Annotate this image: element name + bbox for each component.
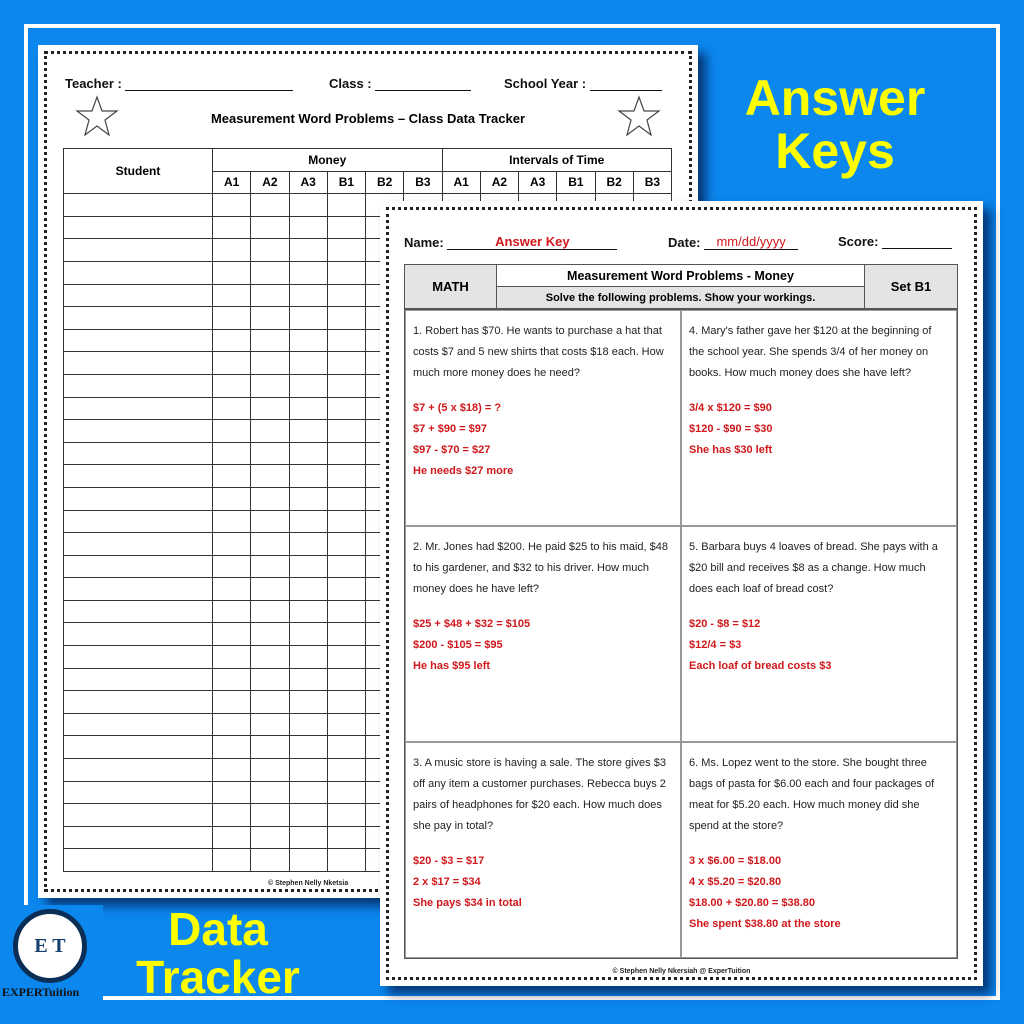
problem-question: 3. A music store is having a sale. The store gives $3 off any item a customer purchases. Rebecca buys 2 pairs of headphones for $20 each. How much does she pay in total? [413,757,666,832]
table-cell[interactable] [64,442,213,465]
table-cell[interactable] [327,736,365,759]
table-cell[interactable] [213,442,251,465]
table-cell[interactable] [213,736,251,759]
table-cell[interactable] [64,261,213,284]
table-cell[interactable] [327,759,365,782]
subject-label: MATH [405,265,497,308]
table-cell[interactable] [327,284,365,307]
table-cell[interactable] [289,510,327,533]
problem-question: 6. Ms. Lopez went to the store. She bought three bags of pasta for $6.00 each and four packages of meat for $5.20 each. How much money did she spend at the store? [689,757,935,832]
table-cell[interactable] [251,374,289,397]
table-cell[interactable] [289,420,327,443]
table-cell[interactable] [327,261,365,284]
table-cell[interactable] [64,420,213,443]
answer-line: $20 - $8 = $12 [689,618,761,630]
subcolumn-header: A3 [519,171,557,194]
problem-answer [413,851,673,914]
table-cell[interactable] [251,329,289,352]
table-cell[interactable] [64,691,213,714]
problem-answer [413,614,673,677]
table-cell[interactable] [327,826,365,849]
table-cell[interactable] [251,849,289,872]
teacher-field: Teacher : [65,76,293,91]
answer-line: She spent $38.80 at the store [689,918,841,930]
table-cell[interactable] [64,781,213,804]
table-cell[interactable] [327,578,365,601]
table-cell[interactable] [64,194,213,217]
table-cell[interactable] [64,510,213,533]
table-cell[interactable] [64,555,213,578]
table-cell[interactable] [213,397,251,420]
subcolumn-header: A3 [289,171,327,194]
answer-line: 2 x $17 = $34 [413,876,481,888]
table-cell[interactable] [327,374,365,397]
table-cell[interactable] [289,374,327,397]
answer-key-sheet [380,201,983,986]
tracker-title: Measurement Word Problems – Class Data Tracker [210,111,526,126]
table-cell[interactable] [213,623,251,646]
table-cell[interactable] [213,646,251,669]
table-cell[interactable] [327,600,365,623]
table-cell[interactable] [251,781,289,804]
table-cell[interactable] [64,329,213,352]
table-cell[interactable] [327,555,365,578]
table-cell[interactable] [213,713,251,736]
table-cell[interactable] [213,555,251,578]
table-cell[interactable] [64,623,213,646]
table-cell[interactable] [289,397,327,420]
answer-line: 4 x $5.20 = $20.80 [689,876,782,888]
table-cell[interactable] [327,623,365,646]
table-cell[interactable] [289,623,327,646]
table-cell[interactable] [289,826,327,849]
table-cell[interactable] [327,691,365,714]
table-cell[interactable] [251,194,289,217]
table-cell[interactable] [251,442,289,465]
table-cell[interactable] [327,510,365,533]
instructions: Solve the following problems. Show your workings. [545,291,816,304]
table-cell[interactable] [213,826,251,849]
table-cell[interactable] [251,397,289,420]
table-cell[interactable] [289,284,327,307]
subcolumn-header: B2 [366,171,404,194]
table-cell[interactable] [64,600,213,623]
table-cell[interactable] [64,646,213,669]
problem-question: 4. Mary's father gave her $120 at the beginning of the school year. She spends 3/4 of her money on books. How much money does she have left? [689,325,932,379]
table-cell[interactable] [213,329,251,352]
school-year-field: School Year : [504,76,662,91]
logo-text: EXPERTuition [2,985,80,999]
table-cell[interactable] [327,352,365,375]
table-cell[interactable] [213,849,251,872]
table-cell[interactable] [289,487,327,510]
table-cell[interactable] [289,329,327,352]
problem-question: 2. Mr. Jones had $200. He paid $25 to his maid, $48 to his gardener, and $32 to his driver. How much money does he have left? [413,541,668,595]
table-cell[interactable] [213,261,251,284]
table-cell[interactable] [289,691,327,714]
table-cell[interactable] [251,623,289,646]
table-cell[interactable] [64,307,213,330]
table-cell[interactable] [213,804,251,827]
table-cell[interactable] [327,533,365,556]
answer-line: Each loaf of bread costs $3 [689,660,832,672]
table-cell[interactable] [327,487,365,510]
table-cell[interactable] [289,216,327,239]
answer-line: $25 + $48 + $32 = $105 [413,618,531,630]
table-cell[interactable] [251,307,289,330]
table-cell[interactable] [289,849,327,872]
table-cell[interactable] [213,352,251,375]
table-cell[interactable] [251,352,289,375]
table-cell[interactable] [251,826,289,849]
table-cell[interactable] [213,600,251,623]
subcolumn-header: B2 [595,171,633,194]
table-cell[interactable] [289,781,327,804]
score-field: Score: [838,234,952,249]
set-label: Set B1 [890,279,932,294]
problem-cell [405,310,681,526]
subcolumn-header: B3 [633,171,671,194]
table-cell[interactable] [64,284,213,307]
logo-emblem: E T [13,909,87,983]
problem-answer [413,398,673,482]
table-cell[interactable] [251,284,289,307]
table-cell[interactable] [213,487,251,510]
table-cell[interactable] [251,759,289,782]
table-cell[interactable] [289,646,327,669]
table-cell[interactable] [64,239,213,262]
answer-line: $18.00 + $20.80 = $38.80 [689,897,816,909]
table-cell[interactable] [251,736,289,759]
problem-answer [689,614,949,677]
table-cell[interactable] [327,646,365,669]
table-cell[interactable] [251,487,289,510]
table-cell[interactable] [327,420,365,443]
subcolumn-header: A2 [480,171,518,194]
table-cell[interactable] [327,668,365,691]
table-cell[interactable] [289,555,327,578]
table-cell[interactable] [289,736,327,759]
table-cell[interactable] [327,804,365,827]
table-cell[interactable] [64,533,213,556]
table-cell[interactable] [213,284,251,307]
table-cell[interactable] [64,826,213,849]
table-cell[interactable] [251,646,289,669]
subcolumn-header: B1 [557,171,595,194]
answer-line: He has $95 left [413,660,491,672]
answer-line: $12/4 = $3 [689,639,742,651]
table-cell[interactable] [213,420,251,443]
table-cell[interactable] [251,261,289,284]
table-cell[interactable] [289,307,327,330]
worksheet-header [404,264,958,309]
answer-line: 3 x $6.00 = $18.00 [689,855,782,867]
date-field: Date: mm/dd/yyyy [668,234,798,250]
expertuition-logo [0,905,103,1005]
table-cell[interactable] [213,465,251,488]
answer-line: 3/4 x $120 = $90 [689,402,772,414]
table-cell[interactable] [327,397,365,420]
table-cell[interactable] [64,465,213,488]
table-cell[interactable] [64,736,213,759]
table-cell[interactable] [64,352,213,375]
subcolumn-header: B1 [327,171,365,194]
table-cell[interactable] [251,533,289,556]
answer-line: He needs $27 more [413,465,514,477]
table-cell[interactable] [289,713,327,736]
worksheet-title: Measurement Word Problems - Money [497,265,864,287]
table-cell[interactable] [327,465,365,488]
answer-line: She pays $34 in total [413,897,522,909]
table-cell[interactable] [251,555,289,578]
table-cell[interactable] [289,442,327,465]
table-cell[interactable] [213,759,251,782]
answer-line: $7 + (5 x $18) = ? [413,402,502,414]
subcolumn-header: B3 [404,171,442,194]
table-cell[interactable] [327,442,365,465]
answer-line: $20 - $3 = $17 [413,855,485,867]
table-cell[interactable] [64,216,213,239]
class-field: Class : [329,76,471,91]
table-cell[interactable] [251,578,289,601]
table-cell[interactable] [64,374,213,397]
table-cell[interactable] [289,533,327,556]
subcolumn-header: A1 [442,171,480,194]
table-cell[interactable] [64,804,213,827]
table-cell[interactable] [289,600,327,623]
table-cell[interactable] [64,397,213,420]
answer-line: $7 + $90 = $97 [413,423,488,435]
intervals-header: Intervals of Time [442,149,672,172]
table-cell[interactable] [213,781,251,804]
table-cell[interactable] [251,465,289,488]
table-cell[interactable] [289,578,327,601]
table-cell[interactable] [64,713,213,736]
table-cell[interactable] [327,713,365,736]
answer-line: $200 - $105 = $95 [413,639,503,651]
table-cell[interactable] [327,194,365,217]
answer-keys-banner: Answer Keys [744,70,926,179]
problem-answer [689,398,949,461]
problem-answer [689,851,949,935]
problem-cell [681,526,957,742]
table-cell[interactable] [213,533,251,556]
answer-line: $97 - $70 = $27 [413,444,491,456]
data-tracker-banner: Data Tracker [136,903,300,1004]
table-cell[interactable] [327,216,365,239]
table-cell[interactable] [213,216,251,239]
table-cell[interactable] [64,578,213,601]
table-cell[interactable] [64,759,213,782]
table-cell[interactable] [289,668,327,691]
table-cell[interactable] [213,307,251,330]
table-cell[interactable] [251,804,289,827]
student-header: Student [64,149,213,194]
problem-question: 5. Barbara buys 4 loaves of bread. She pays with a $20 bill and receives $8 as a change. How much does each loaf of bread cost? [689,541,938,595]
table-cell[interactable] [251,691,289,714]
problem-cell [405,526,681,742]
table-cell[interactable] [213,374,251,397]
table-cell[interactable] [64,668,213,691]
subcolumn-header: A2 [251,171,289,194]
problem-cell [405,742,681,958]
copyright: © Stephen Nelly Nketsia [268,880,349,887]
problem-question: 1. Robert has $70. He wants to purchase a hat that costs $7 and 5 new shirts that costs $18 each. How much more money does he need? [413,325,664,379]
problem-cell [681,742,957,958]
table-cell[interactable] [327,781,365,804]
table-cell[interactable] [289,352,327,375]
table-cell[interactable] [289,239,327,262]
subcolumn-header: A1 [213,171,251,194]
table-cell[interactable] [251,600,289,623]
table-cell[interactable] [251,668,289,691]
table-cell[interactable] [213,194,251,217]
answer-line: $120 - $90 = $30 [689,423,773,435]
table-cell[interactable] [251,216,289,239]
answer-line: She has $30 left [689,444,773,456]
table-cell[interactable] [213,691,251,714]
table-cell[interactable] [327,239,365,262]
table-cell[interactable] [213,668,251,691]
table-cell[interactable] [213,239,251,262]
table-cell[interactable] [289,759,327,782]
table-cell[interactable] [251,713,289,736]
name-field: Name: Answer Key [404,234,617,250]
table-cell[interactable] [327,849,365,872]
table-cell[interactable] [251,239,289,262]
table-cell[interactable] [64,487,213,510]
table-cell[interactable] [251,510,289,533]
table-cell[interactable] [289,804,327,827]
table-cell[interactable] [327,307,365,330]
problem-cell [681,310,957,526]
table-cell[interactable] [327,329,365,352]
table-cell[interactable] [289,261,327,284]
problems-grid [404,309,958,959]
table-cell[interactable] [213,578,251,601]
table-cell[interactable] [213,510,251,533]
copyright: © Stephen Nelly Nkersiah @ ExperTuition [612,968,751,975]
table-cell[interactable] [64,849,213,872]
table-cell[interactable] [251,420,289,443]
money-header: Money [213,149,443,172]
table-cell[interactable] [289,194,327,217]
table-cell[interactable] [289,465,327,488]
